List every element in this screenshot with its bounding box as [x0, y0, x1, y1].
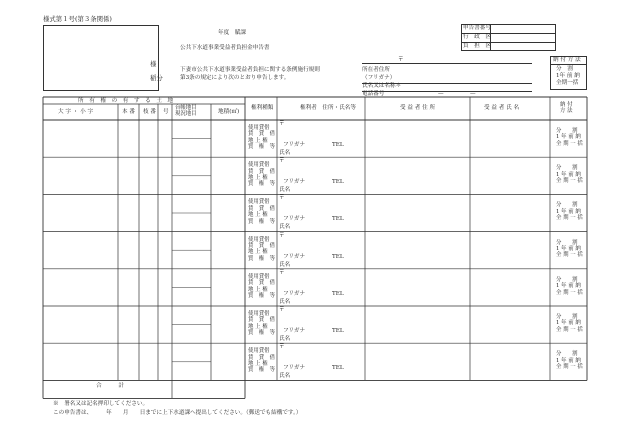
total-label: 合 計: [96, 383, 124, 389]
row-holder-furigana: フリガナ: [283, 365, 306, 372]
col-area: 地積(㎡): [218, 109, 240, 115]
row-holder-postal: 〒: [279, 232, 285, 239]
row-holder-tel: TEL: [332, 216, 344, 223]
col-beneficiary-address: 受 益 者 住 所: [400, 105, 436, 111]
payment-option-prepay[interactable]: 1年 前 納: [556, 73, 580, 79]
row-rights-options[interactable]: 使用貸借 賃 貸 借 地 上 権 質 権 等: [248, 348, 275, 374]
applicant-phone-sep-2: —: [470, 91, 476, 97]
row-payment-options[interactable]: 分 割 1 年 前 納 全 期 一 括: [556, 314, 583, 333]
row-holder-name: 氏名: [279, 298, 291, 305]
col-daicho-chimoku: 台帳地目 現況地目: [175, 105, 197, 118]
row-holder-furigana: フリガナ: [283, 290, 306, 297]
col-oaza: 大 字 ・ 小 字: [58, 109, 94, 115]
row-holder-name: 氏名: [279, 150, 291, 156]
receiver-suffix: 様: [150, 60, 157, 68]
document-title: 公共下水道事業受益者負担金申告書: [180, 45, 270, 51]
row-rights-options[interactable]: 使用貸借 賃 貸 借 地 上 権 質 権 等: [248, 199, 275, 225]
row-holder-furigana: フリガナ: [283, 179, 306, 186]
office-row-district: 行 政 区: [463, 34, 491, 40]
row-holder-furigana: フリガナ: [283, 253, 306, 260]
row-holder-tel: TEL: [332, 328, 344, 334]
row-rights-options[interactable]: 使用貸借 賃 貸 借 地 上 権 質 権 等: [248, 311, 275, 337]
row-holder-postal: 〒: [279, 344, 285, 351]
declaration-line-1: 下妻市公共下水道事業受益者負担に関する条例施行規則: [180, 67, 320, 73]
row-rights-options[interactable]: 使用貸借 賃 貸 借 地 上 権 質 権 等: [248, 236, 275, 262]
applicant-phone-sep-1: —: [438, 91, 444, 97]
payment-method-title: 納 付 方 法: [553, 57, 581, 63]
row-holder-name: 氏名: [279, 261, 291, 268]
row-holder-postal: 〒: [279, 195, 285, 202]
row-holder-name: 氏名: [279, 373, 291, 380]
col-hon-ban: 本 番: [122, 109, 135, 115]
row-payment-options[interactable]: 分 割 1 年 前 納 全 期 一 括: [556, 165, 583, 184]
row-holder-name: 氏名: [279, 224, 291, 231]
row-payment-options[interactable]: 分 割 1 年 前 納 全 期 一 括: [556, 351, 583, 370]
declaration-line-2: 第3条の規定により次のとおり申告します。: [180, 75, 290, 81]
applicant-phone-label: 電話番号: [362, 91, 385, 97]
applicant-furigana-label: （フリガナ）: [362, 75, 396, 81]
row-rights-options[interactable]: 使用貸借 賃 貸 借 地 上 権 質 権 等: [248, 273, 275, 299]
row-holder-tel: TEL: [332, 365, 344, 372]
row-holder-postal: 〒: [279, 158, 285, 165]
row-holder-postal: 〒: [279, 269, 285, 276]
row-payment-options[interactable]: 分 割 1 年 前 納 全 期 一 括: [556, 128, 583, 147]
office-row-number: 申告書番号: [463, 25, 491, 31]
applicant-address-label: 所在者住所: [362, 67, 390, 73]
col-rights-type: 権利種類: [251, 105, 274, 111]
row-rights-options[interactable]: 使用貸借 賃 貸 借 地 上 権 質 権 等: [248, 162, 275, 188]
col-go: 号: [163, 109, 169, 115]
col-eda-ban: 枝 番: [143, 109, 156, 115]
payment-option-lump-sum[interactable]: 全期一括: [556, 80, 579, 86]
payment-option-installment[interactable]: 分 割: [556, 66, 573, 72]
row-holder-tel: TEL: [332, 253, 344, 260]
row-holder-tel: TEL: [332, 179, 344, 186]
row-holder-furigana: フリガナ: [283, 328, 306, 334]
col-beneficiary-name: 受 益 者 氏 名: [484, 105, 520, 111]
row-holder-name: 氏名: [279, 336, 291, 342]
col-holder: 権利者 住所・氏名等: [300, 105, 356, 111]
note-deadline: この申告書は、 年 月 日までに上下水道課へ提出してください。（郵送でも結構です。）: [53, 410, 302, 416]
row-holder-postal: 〒: [279, 121, 285, 127]
form-label: 様式第１号(第３条関係): [43, 15, 112, 23]
row-payment-options[interactable]: 分 割 1 年 前 納 全 期 一 括: [556, 202, 583, 222]
row-holder-tel: TEL: [332, 290, 344, 297]
row-holder-name: 氏名: [279, 187, 291, 194]
land-group-header: 所 有 権 の 有 す る 土 地: [78, 98, 174, 104]
row-payment-options[interactable]: 分 割 1 年 前 納 全 期 一 括: [556, 239, 583, 259]
row-rights-options[interactable]: 使用貸借 賃 貸 借 地 上 権 質 権 等: [248, 125, 275, 151]
col-payment-method: 納 付 方 法: [560, 102, 573, 115]
applicant-name-label: 氏名又は名称＊: [362, 83, 402, 89]
applicant-postal-mark: 〒: [398, 57, 404, 63]
row-holder-postal: 〒: [279, 307, 285, 313]
row-payment-options[interactable]: 分 割 1 年 前 納 全 期 一 括: [556, 276, 583, 296]
row-holder-furigana: フリガナ: [283, 216, 306, 223]
row-holder-furigana: フリガナ: [283, 142, 306, 148]
receiver-sub: 稲分: [150, 74, 163, 82]
note-signature: ※ 署名又は記名押印してください。: [53, 401, 149, 407]
year-label: 年度 賦課: [218, 30, 246, 36]
row-holder-tel: TEL: [332, 142, 344, 148]
office-row-burden-area: 負 担 区: [463, 43, 491, 49]
